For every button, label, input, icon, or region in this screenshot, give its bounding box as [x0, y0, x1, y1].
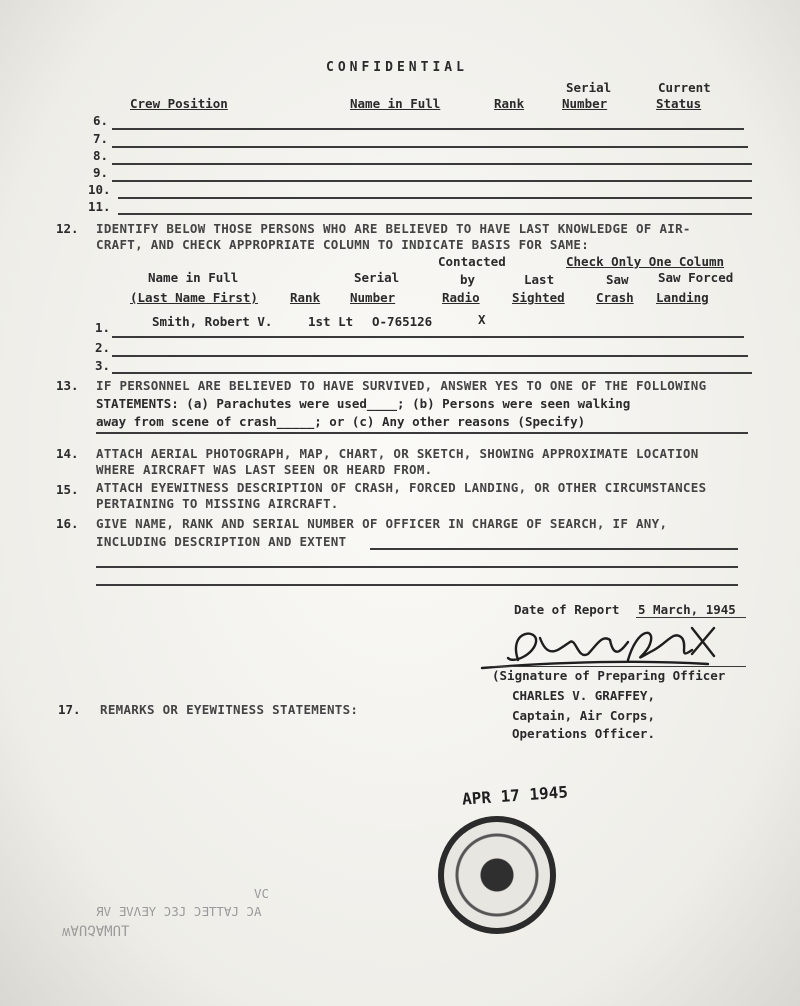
- item-14-line2: WHERE AIRCRAFT WAS LAST SEEN OR HEARD FROM.: [96, 462, 433, 477]
- witness-rank: 1st Lt: [308, 314, 354, 329]
- col-serial-top: Serial: [354, 270, 400, 285]
- officer-rank: Captain, Air Corps,: [512, 708, 655, 723]
- header-name-in-full: Name in Full: [350, 96, 441, 111]
- witness-radio-mark: X: [478, 312, 486, 327]
- row-number: 9.: [92, 165, 108, 180]
- row-number: 6.: [92, 113, 108, 128]
- header-crew-position: Crew Position: [130, 96, 228, 111]
- confidential-title: CONFIDENTIAL: [326, 60, 468, 75]
- row-number: 11.: [88, 199, 111, 214]
- item-13-line2: STATEMENTS: (a) Parachutes were used____; (b) Persons were seen walking: [96, 396, 631, 411]
- col-sighted-bottom: Sighted: [512, 290, 565, 305]
- row-number: 8.: [92, 148, 108, 163]
- item-16-line2: INCLUDING DESCRIPTION AND EXTENT: [96, 534, 347, 549]
- entry-line: [96, 566, 738, 568]
- item-15-number: 15.: [56, 482, 79, 497]
- col-rank: Rank: [290, 290, 321, 305]
- row-number: 2.: [94, 340, 110, 355]
- official-seal-stamp: [438, 816, 556, 934]
- col-crash-bottom: Crash: [596, 290, 634, 305]
- date-of-report-value: 5 March, 1945: [638, 602, 736, 617]
- item-12-line2: CRAFT, AND CHECK APPROPRIATE COLUMN TO INDICATE BASIS FOR SAME:: [96, 237, 590, 252]
- bleed-through-text: ʍ∀ՈՉ∀MՈT: [62, 924, 130, 940]
- entry-line: [112, 128, 744, 130]
- item-15-line1: ATTACH EYEWITNESS DESCRIPTION OF CRASH, FORCED LANDING, OR OTHER CIRCUMSTANCES: [96, 480, 707, 495]
- entry-line: [112, 355, 748, 357]
- header-status-bottom: Status: [656, 96, 702, 111]
- entry-line: [112, 336, 744, 338]
- item-13-line3: away from scene of crash_____; or (c) Any other reasons (Specify): [96, 414, 586, 429]
- item-12-line1: IDENTIFY BELOW THOSE PERSONS WHO ARE BELIEVED TO HAVE LAST KNOWLEDGE OF AIR-: [96, 221, 691, 236]
- col-radio-3: Radio: [442, 290, 480, 305]
- header-serial-bottom: Number: [562, 96, 608, 111]
- bleed-through-text: ЯV ƎVΛƎY Ɔ3J ƆƎTT∀J ƆA: [96, 904, 262, 919]
- col-radio-1: Contacted: [438, 254, 506, 269]
- item-15-line2: PERTAINING TO MISSING AIRCRAFT.: [96, 496, 339, 511]
- item-14-line1: ATTACH AERIAL PHOTOGRAPH, MAP, CHART, OR SKETCH, SHOWING APPROXIMATE LOCATION: [96, 446, 699, 461]
- received-date-stamp: APR 17 1945: [461, 782, 569, 809]
- witness-serial: O-765126: [372, 314, 433, 329]
- row-number: 10.: [88, 182, 111, 197]
- item-16-line1: GIVE NAME, RANK AND SERIAL NUMBER OF OFFICER IN CHARGE OF SEARCH, IF ANY,: [96, 516, 668, 531]
- col-landing-bottom: Landing: [656, 290, 709, 305]
- entry-line: [112, 372, 752, 374]
- entry-line: [96, 432, 748, 434]
- item-13-line1: IF PERSONNEL ARE BELIEVED TO HAVE SURVIVED, ANSWER YES TO ONE OF THE FOLLOWING: [96, 378, 707, 393]
- item-16-number: 16.: [56, 516, 79, 531]
- bleed-through-text: VC: [254, 886, 270, 901]
- row-number: 3.: [94, 358, 110, 373]
- col-sighted-top: Last: [524, 272, 555, 287]
- entry-line: [112, 180, 752, 182]
- header-status-top: Current: [658, 80, 711, 95]
- entry-line: [112, 146, 748, 148]
- header-serial-top: Serial: [566, 80, 612, 95]
- col-name-bottom: (Last Name First): [130, 290, 258, 305]
- col-radio-2: by: [460, 272, 476, 287]
- officer-title: Operations Officer.: [512, 726, 655, 741]
- item-12-number: 12.: [56, 221, 79, 236]
- header-rank: Rank: [494, 96, 525, 111]
- signature-label: (Signature of Preparing Officer: [492, 668, 726, 683]
- row-number: 7.: [92, 131, 108, 146]
- check-only-one-column: Check Only One Column: [566, 254, 725, 269]
- officer-name: CHARLES V. GRAFFEY,: [512, 688, 655, 703]
- col-crash-top: Saw: [606, 272, 629, 287]
- item-14-number: 14.: [56, 446, 79, 461]
- item-13-number: 13.: [56, 378, 79, 393]
- item-17-number: 17.: [58, 702, 81, 717]
- entry-line: [370, 548, 738, 550]
- date-line: [636, 617, 746, 618]
- col-landing-top: Saw Forced: [658, 270, 734, 285]
- witness-name: Smith, Robert V.: [152, 314, 273, 329]
- entry-line: [118, 213, 752, 215]
- col-serial-bottom: Number: [350, 290, 396, 305]
- col-name-top: Name in Full: [148, 270, 239, 285]
- signature-line: [490, 666, 746, 667]
- entry-line: [96, 584, 738, 586]
- row-number: 1.: [94, 320, 110, 335]
- date-of-report-label: Date of Report: [514, 602, 620, 617]
- entry-line: [112, 163, 752, 165]
- entry-line: [118, 197, 752, 199]
- item-17-text: REMARKS OR EYEWITNESS STATEMENTS:: [100, 702, 359, 717]
